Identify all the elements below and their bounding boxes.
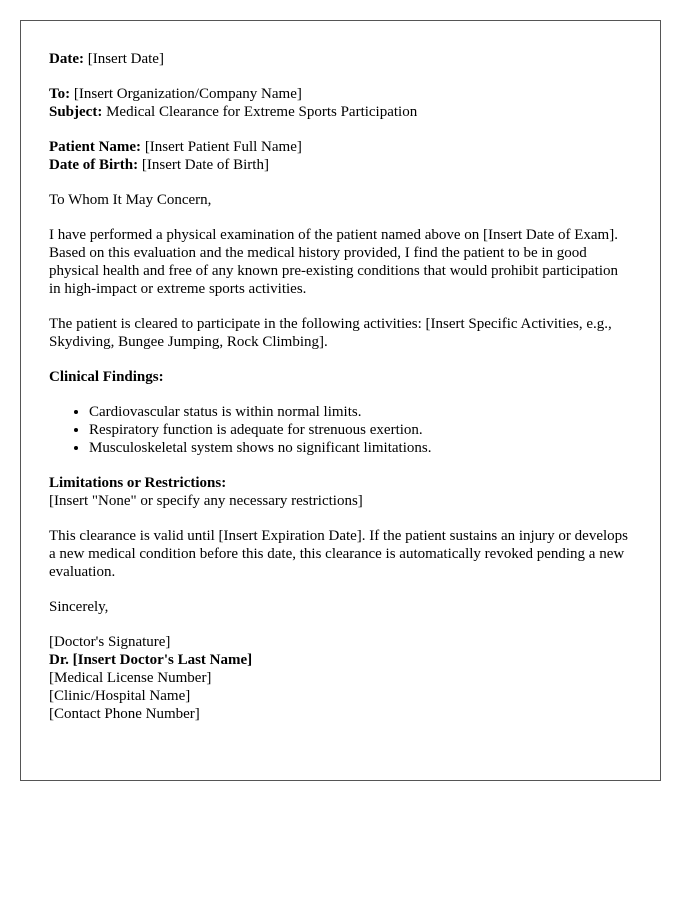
findings-heading-text: Clinical Findings: (49, 369, 164, 385)
findings-heading (49, 368, 632, 386)
date-label: Date: (49, 51, 84, 67)
validity-paragraph: This clearance is valid until [Insert Expiration Date]. If the patient sustains an injury or develops a new medical condition before this date, this clearance is automatically revoked pending a new evaluation. (49, 528, 628, 580)
subject-label: Subject: (49, 104, 103, 120)
limitations-value: [Insert "None" or specify any necessary restrictions] (49, 493, 363, 509)
finding-item: • Cardiovascular status is within normal limits. (89, 403, 632, 421)
closing: Sincerely, (49, 599, 109, 615)
doctor-name: Dr. [Insert Doctor's Last Name] (49, 652, 253, 668)
finding-item: • Musculoskeletal system shows no significant limitations. (89, 439, 632, 457)
limitations-heading: Limitations or Restrictions: (49, 475, 227, 491)
activities-paragraph: The patient is cleared to participate in the following activities: [Insert Specific Activities, e.g., Skydiving, Bungee Jumping, Rock Climbing]. (49, 316, 612, 350)
patient-value: [Insert Patient Full Name] (144, 139, 302, 155)
dob-value: [Insert Date of Birth] (141, 157, 269, 173)
patient-block (49, 138, 632, 174)
patient-label: Patient Name: (49, 139, 142, 155)
license-number: [Medical License Number] (49, 670, 212, 686)
dob-label: Date of Birth: (49, 157, 139, 173)
signature-block (49, 633, 632, 723)
exam-paragraph: I have performed a physical examination of the patient named above on [Insert Date of Exam]. Based on this evaluation and the medical history provided, I find the patient to be in good physical health and free of any known pre-existing conditions that would prohibit participation in high-impact or extreme sports activities. (49, 227, 619, 297)
letter (20, 20, 661, 781)
to-label: To: (49, 86, 71, 102)
clinic-name: [Clinic/Hospital Name] (49, 688, 191, 704)
limitations-block (49, 474, 632, 510)
recipient-block (49, 85, 632, 121)
salutation: To Whom It May Concern, (49, 192, 212, 208)
date-line (49, 50, 632, 68)
doctor-signature: [Doctor's Signature] (49, 634, 171, 650)
subject-value: Medical Clearance for Extreme Sports Participation (106, 104, 418, 120)
findings-list (49, 403, 632, 457)
date-value: [Insert Date] (87, 51, 164, 67)
to-value: [Insert Organization/Company Name] (73, 86, 302, 102)
contact-phone: [Contact Phone Number] (49, 706, 200, 722)
finding-item: • Respiratory function is adequate for strenuous exertion. (89, 421, 632, 439)
